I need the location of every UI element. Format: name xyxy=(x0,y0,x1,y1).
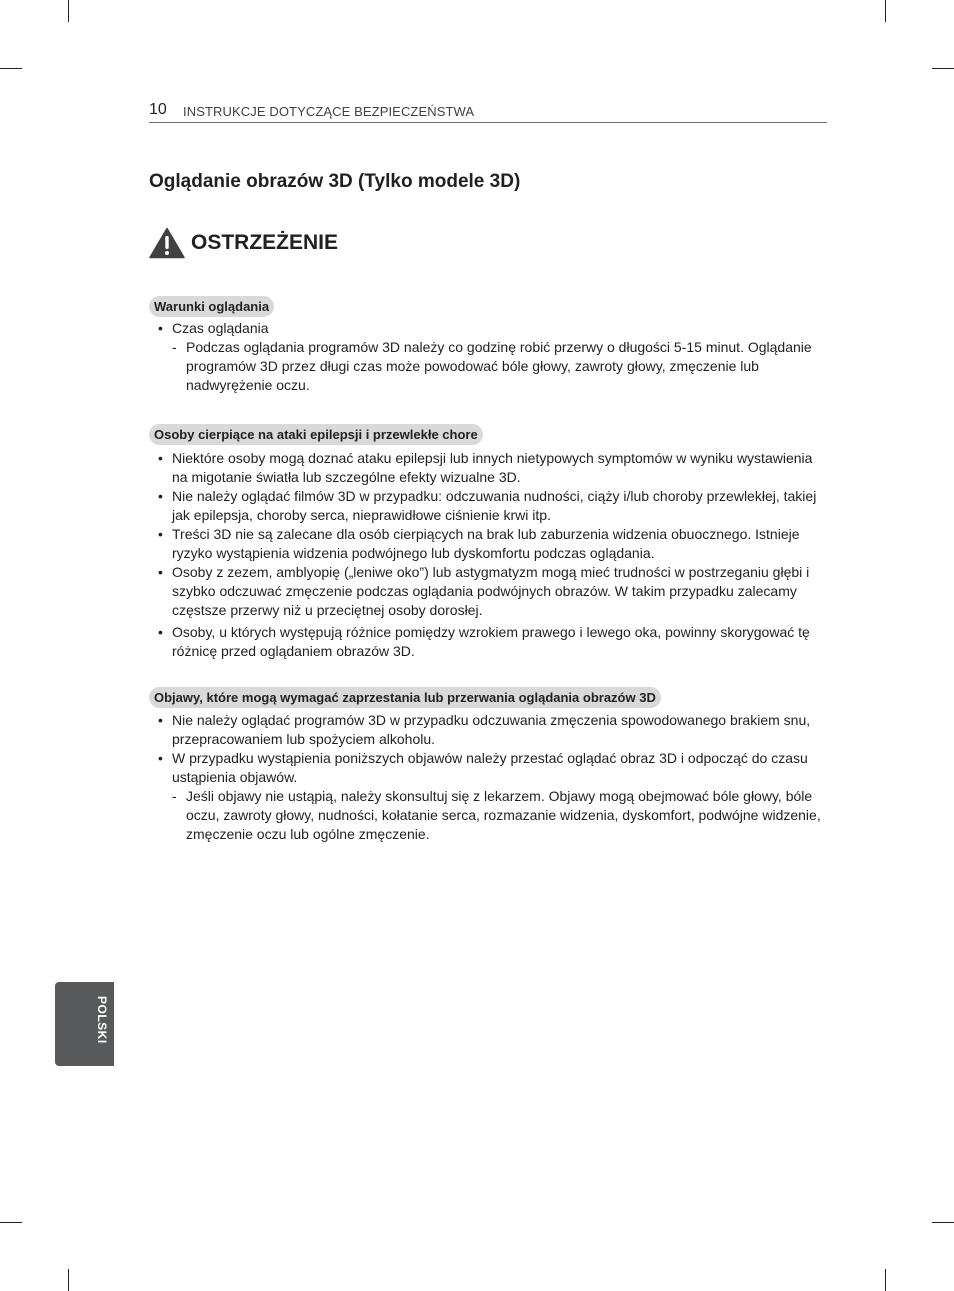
sub-item: - Jeśli objawy nie ustąpią, należy skonsultuj się z lekarzem. Objawy mogą obejmować bóle głowy, bóle oczu, zawroty głowy, nudności, kołatanie serca, rozmazanie widzenia, dyskomfort, podwójne widzenie, zmęczenie oczu lub ogólne zmęczenie. xyxy=(172,788,821,842)
warning-triangle-icon xyxy=(149,227,185,259)
crop-mark xyxy=(68,1269,69,1291)
page-header xyxy=(149,100,827,123)
viewing-conditions-heading: Warunki oglądania xyxy=(149,296,274,317)
crop-mark xyxy=(68,0,69,22)
section-title: Oglądanie obrazów 3D (Tylko modele 3D) xyxy=(149,171,521,192)
epilepsy-heading: Osoby cierpiące na ataki epilepsji i przewlekłe chore xyxy=(149,424,483,445)
list-item: • Osoby z zezem, amblyopię („leniwe oko”) lub astygmatyzm mogą mieć trudności w postrzeganiu głębi i szybko odczuwać zmęczenie podczas oglądania podwójnych obrazów. W takim przypadku zalecamy częstsze przerwy niż u przeciętnej osoby dorosłej. xyxy=(158,564,810,618)
crop-mark xyxy=(885,1269,886,1291)
page-number: 10 xyxy=(149,101,167,118)
crop-mark xyxy=(932,68,954,69)
symptoms-list xyxy=(156,711,828,844)
language-tab xyxy=(55,982,114,1066)
list-item: • Nie należy oglądać filmów 3D w przypadku: odczuwania nudności, ciąży i/lub choroby przewlekłej, takiej jak epilepsja, choroby serca, nieprawidłowe ciśnienie krwi itp. xyxy=(158,488,817,523)
list-item: • W przypadku wystąpienia poniższych objawów należy przestać oglądać obraz 3D i odpocząć do czasu ustąpienia objawów. xyxy=(158,750,808,785)
crop-mark xyxy=(0,1222,22,1223)
symptoms-heading: Objawy, które mogą wymagać zaprzestania lub przerwania oglądania obrazów 3D xyxy=(149,687,661,708)
running-title: INSTRUKCJE DOTYCZĄCE BEZPIECZEŃSTWA xyxy=(183,104,475,119)
list-item: • Niektóre osoby mogą doznać ataku epilepsji lub innych nietypowych symptomów w wyniku wystawienia na migotanie światła lub szczególne efekty wizualne 3D. xyxy=(158,450,813,485)
dash: - xyxy=(172,339,177,355)
bullet: • xyxy=(158,320,163,336)
list-item: • Czas oglądania xyxy=(158,320,269,336)
warning-title: OSTRZEŻENIE xyxy=(191,231,339,254)
crop-mark xyxy=(885,0,886,22)
epilepsy-list xyxy=(156,449,828,661)
crop-mark xyxy=(0,68,22,69)
list-item: • Osoby, u których występują różnice pomiędzy wzrokiem prawego i lewego oka, powinny skorygować tę różnicę przed oglądaniem obrazów 3D. xyxy=(158,624,810,659)
sub-item: - Podczas oglądania programów 3D należy co godzinę robić przerwy o długości 5-15 minut. Oglądanie programów 3D przez długi czas może powodować bóle głowy, zawroty głowy, zmęczenie lub nadwyrężenie oczu. xyxy=(172,339,812,393)
warning-heading xyxy=(149,227,338,259)
list-item: • Nie należy oglądać programów 3D w przypadku odczuwania zmęczenia spowodowanego brakiem snu, przepracowaniem lub spożyciem alkoholu. xyxy=(158,712,811,747)
crop-mark xyxy=(932,1222,954,1223)
list-item: • Treści 3D nie są zalecane dla osób cierpiących na brak lub zaburzenia widzenia obuocznego. Istnieje ryzyko wystąpienia widzenia podwójnego lub dyskomfortu podczas oglądania. xyxy=(158,526,800,561)
viewing-conditions-list xyxy=(156,319,828,395)
language-label: POLSKI xyxy=(95,996,109,1044)
